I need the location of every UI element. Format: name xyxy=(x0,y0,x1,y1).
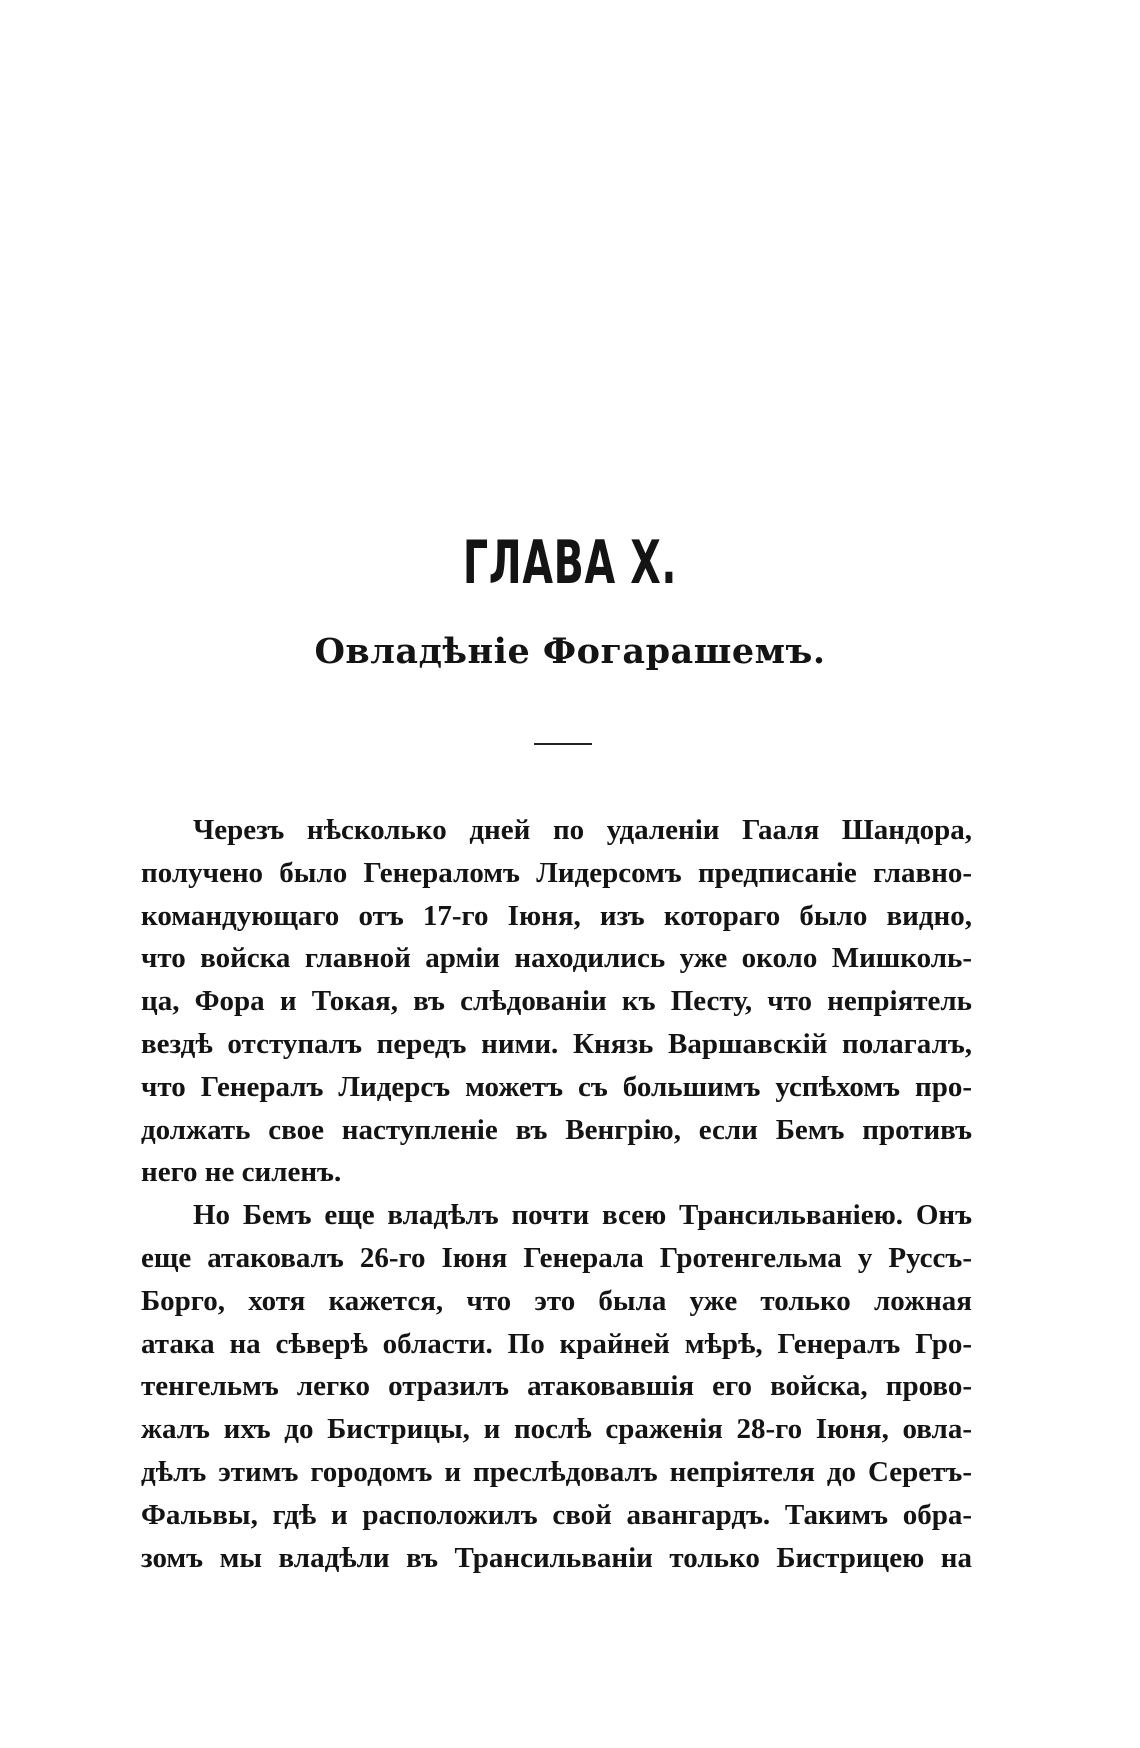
text-line: командующаго отъ 17-го Іюня, изъ котораго было видно, xyxy=(141,899,972,932)
chapter-title: ГЛАВА X. xyxy=(462,528,678,598)
text-line: должать свое наступленіе въ Венгрію, если Бемъ противъ xyxy=(141,1113,972,1146)
text-line: тенгельмъ легко отразилъ атаковавшія его войска, прово- xyxy=(141,1370,972,1403)
text-line: Фальвы, гдѣ и расположилъ свой авангардъ. Такимъ обра- xyxy=(141,1498,972,1531)
text-line: что Генералъ Лидерсъ можетъ съ большимъ успѣхомъ про- xyxy=(141,1070,972,1103)
chapter-subtitle: Овладѣніе Фогарашемъ. xyxy=(314,631,826,672)
text-line: Борго, хотя кажется, что это была уже только ложная xyxy=(141,1284,972,1317)
text-line: Черезъ нѣсколько дней по удаленіи Гааля Шандора, xyxy=(193,814,972,846)
body-text xyxy=(141,809,972,1579)
text-line: получено было Генераломъ Лидерсомъ предписаніе главно- xyxy=(141,856,972,889)
text-line: ца, Фора и Токая, въ слѣдованіи къ Песту, что непріятель xyxy=(141,985,972,1018)
text-line: что войска главной арміи находились уже около Мишколь- xyxy=(141,942,972,975)
paragraph-1 xyxy=(141,809,972,1194)
text-line: атака на сѣверѣ области. По крайней мѣрѣ, Генералъ Гро- xyxy=(141,1327,972,1360)
text-line: вездѣ отступалъ передъ ними. Князь Варшавскій полагалъ, xyxy=(141,1027,972,1060)
text-line: еще атаковалъ 26-го Іюня Генерала Гротенгельма у Руссъ- xyxy=(141,1241,972,1274)
paragraph-2 xyxy=(141,1194,972,1579)
separator-rule xyxy=(534,743,592,745)
text-line: него не силенъ. xyxy=(141,1156,342,1189)
text-line: жалъ ихъ до Бистрицы, и послѣ сраженія 28-го Іюня, овла- xyxy=(141,1413,972,1446)
text-line: Но Бемъ еще владѣлъ почти всею Трансильваніею. Онъ xyxy=(193,1199,972,1232)
text-line: зомъ мы владѣли въ Трансильваніи только Бистрицею на xyxy=(141,1541,972,1574)
text-line: дѣлъ этимъ городомъ и преслѣдовалъ непріятеля до Серетъ- xyxy=(141,1455,972,1488)
